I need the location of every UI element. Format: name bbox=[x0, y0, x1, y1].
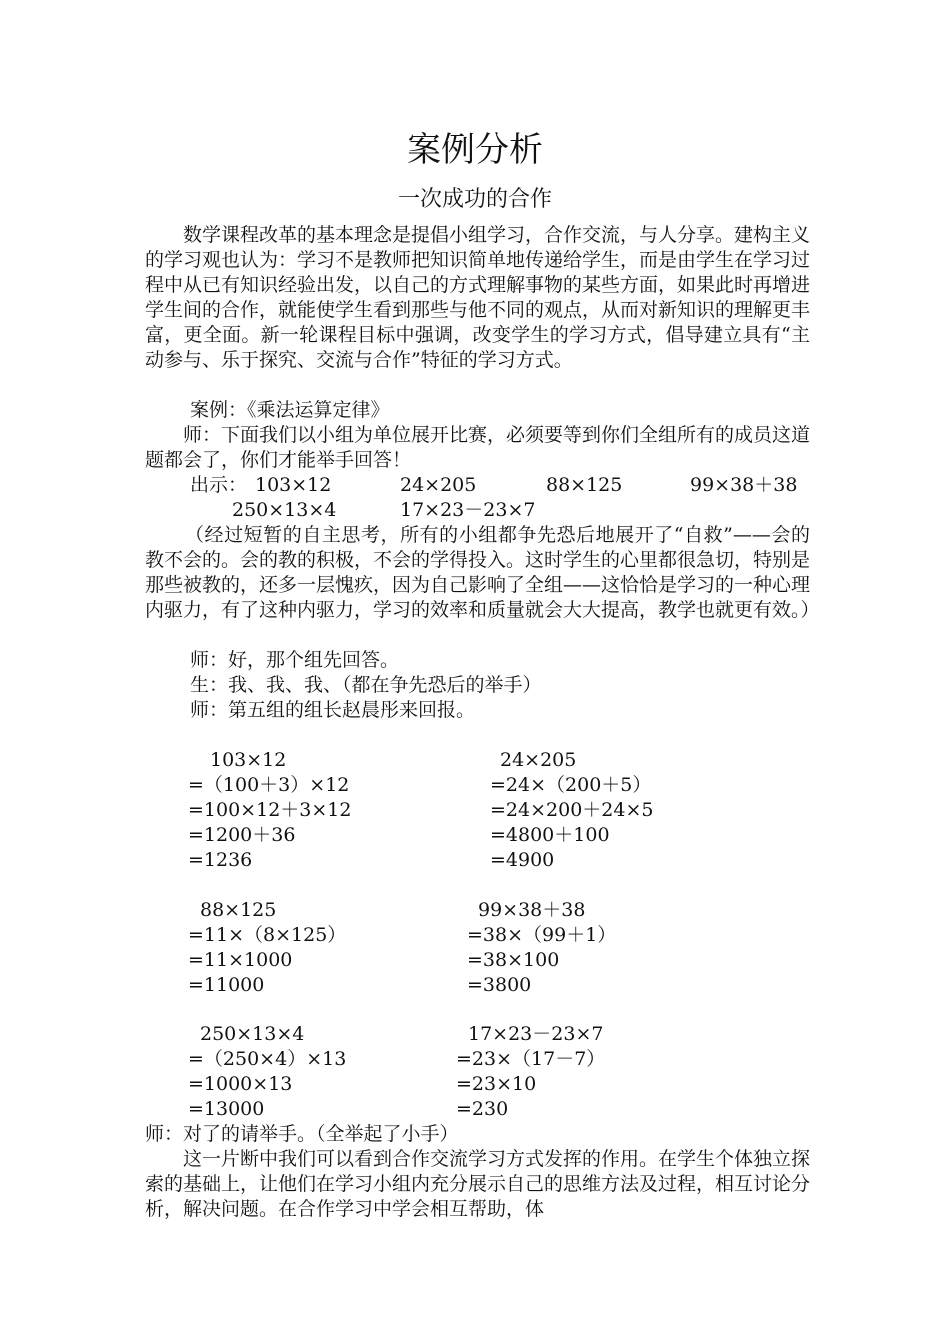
dialogue-line: 师：第五组的组长赵晨彤来回报。 bbox=[190, 699, 476, 721]
dialogue-line: 生：我、我、我、（都在争先恐后的举手） bbox=[190, 674, 542, 696]
case-label: 案例：《乘法运算定律》 bbox=[190, 399, 390, 421]
solution-line: =1236 bbox=[188, 849, 253, 871]
solution-line: =38×100 bbox=[467, 949, 560, 971]
problem-item: 17×23－23×7 bbox=[400, 499, 536, 521]
solution-line: 99×38＋38 bbox=[478, 899, 586, 921]
solution-line: =38×（99＋1） bbox=[467, 924, 617, 946]
solution-line: =1200＋36 bbox=[188, 824, 296, 846]
solution-line: 17×23－23×7 bbox=[468, 1023, 604, 1045]
document-subtitle: 一次成功的合作 bbox=[397, 187, 552, 212]
solution-line: =11×1000 bbox=[188, 949, 293, 971]
solution-line: =11000 bbox=[188, 974, 265, 996]
problem-item: 88×125 bbox=[546, 474, 623, 496]
solution-line: 103×12 bbox=[210, 749, 287, 771]
conclusion-paragraph: 这一片断中我们可以看到合作交流学习方式发挥的作用。在学生个体独立探索的基础上，让他们在学习小组内充分展示自己的思维方法及过程，相互讨论分析，解决问题。在合作学习中学会相互帮助，体 bbox=[145, 1148, 811, 1220]
problem-item: 99×38＋38 bbox=[690, 474, 798, 496]
solution-line: =23×10 bbox=[456, 1073, 537, 1095]
solution-line: =230 bbox=[456, 1098, 509, 1120]
solution-line: =11×（8×125） bbox=[188, 924, 347, 946]
reflection-paragraph: （经过短暂的自主思考，所有的小组都争先恐后地展开了“自救”——会的教不会的。会的教的积极，不会的学得投入。这时学生的心里都很急切，特别是那些被教的，还多一层愧疚，因为自己影响了全组——这恰恰是学习的一种心理内驱力，有了这种内驱力，学习的效率和质量就会大大提高，教学也就更有效。） bbox=[145, 524, 820, 621]
dialogue-line: 师：好，那个组先回答。 bbox=[190, 649, 400, 671]
solution-line: =1000×13 bbox=[188, 1073, 293, 1095]
solution-line: =24×（200＋5） bbox=[490, 774, 652, 796]
solution-line: =4800＋100 bbox=[490, 824, 610, 846]
solution-line: 88×125 bbox=[200, 899, 277, 921]
solution-line: =（100＋3）×12 bbox=[188, 774, 350, 796]
solution-line: 24×205 bbox=[500, 749, 577, 771]
solution-line: =（250×4）×13 bbox=[188, 1048, 347, 1070]
solution-line: =4900 bbox=[490, 849, 555, 871]
teacher-instruction: 师：下面我们以小组为单位展开比赛，必须要等到你们全组所有的成员这道题都会了，你们才能举手回答！ bbox=[145, 424, 811, 471]
problem-item: 103×12 bbox=[255, 474, 332, 496]
show-label: 出示： bbox=[190, 474, 248, 496]
solution-line: =23×（17－7） bbox=[456, 1048, 606, 1070]
solution-line: =24×200＋24×5 bbox=[490, 799, 654, 821]
problem-item: 24×205 bbox=[400, 474, 477, 496]
problem-item: 250×13×4 bbox=[232, 499, 337, 521]
solution-line: =100×12＋3×12 bbox=[188, 799, 352, 821]
closing-prompt: 师：对了的请举手。（全举起了小手） bbox=[145, 1123, 459, 1145]
intro-paragraph: 数学课程改革的基本理念是提倡小组学习，合作交流，与人分享。建构主义的学习观也认为：学习不是教师把知识简单地传递给学生，而是由学生在学习过程中从已有知识经验出发，以自己的方式理解事物的某些方面，如果此时再增进学生间的合作，就能使学生看到那些与他不同的观点，从而对新知识的理解更丰富，更全面。新一轮课程目标中强调，改变学生的学习方式，倡导建立具有“主动参与、乐于探究、交流与合作”特征的学习方式。 bbox=[145, 224, 811, 371]
solution-line: 250×13×4 bbox=[200, 1023, 305, 1045]
solution-line: =3800 bbox=[467, 974, 532, 996]
document-title: 案例分析 bbox=[407, 130, 543, 170]
solution-line: =13000 bbox=[188, 1098, 265, 1120]
